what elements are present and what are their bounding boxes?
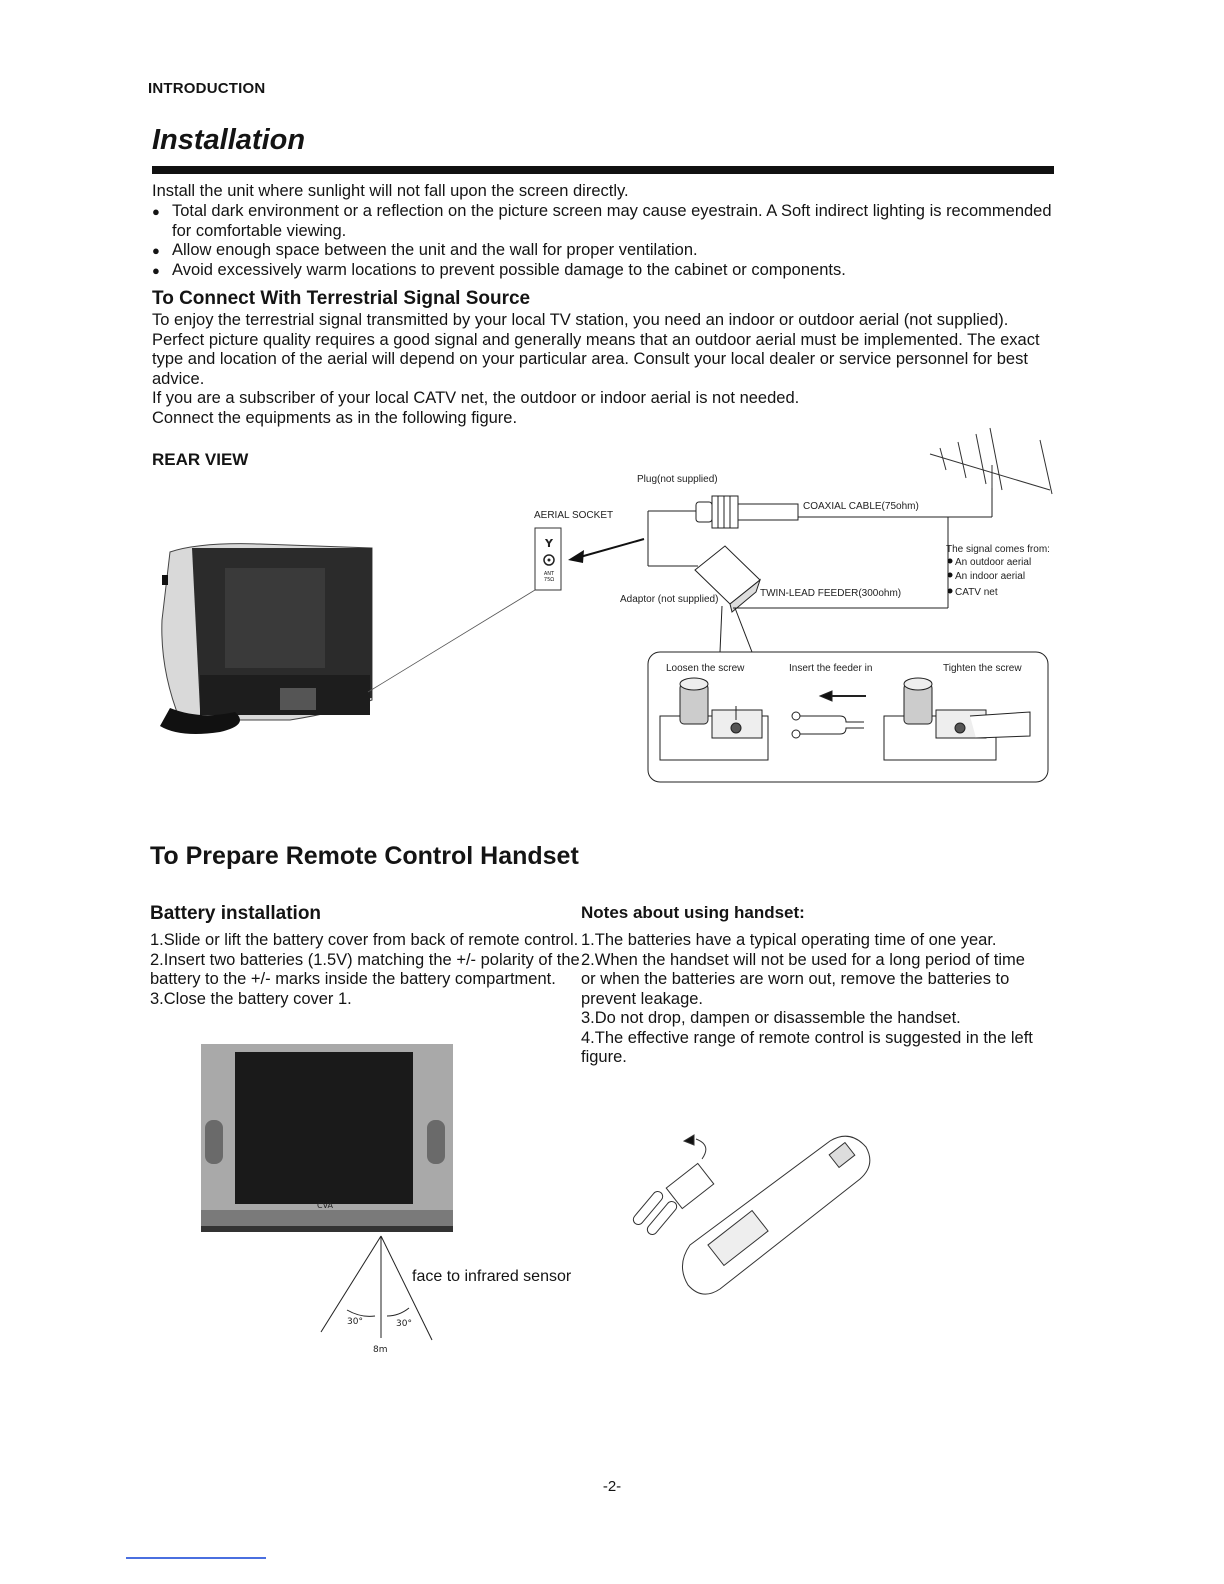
list-item: 1.Slide or lift the battery cover from back of remote control.: [150, 931, 579, 949]
twin-lead-label: TWIN-LEAD FEEDER(300ohm): [760, 588, 902, 599]
svg-text:Y: Y: [545, 537, 553, 550]
distance-label: 8m: [373, 1345, 388, 1355]
angle-left-label: 30°: [347, 1317, 363, 1327]
installation-intro: Install the unit where sunlight will not fall upon the screen directly.: [152, 182, 629, 200]
battery-icon: [631, 1189, 678, 1236]
notes-list: [581, 931, 1041, 1068]
step-label: Loosen the screw: [666, 663, 745, 674]
terrestrial-text: If you are a subscriber of your local CATV net, the outdoor or indoor aerial is not needed.: [152, 389, 800, 407]
aerial-antenna-icon: [930, 428, 1052, 494]
title-rule: [152, 166, 1054, 174]
plug-label: Plug(not supplied): [637, 474, 718, 485]
signal-heading: The signal comes from:: [946, 544, 1050, 555]
remote-control-icon: [682, 1136, 869, 1294]
battery-steps: [150, 931, 580, 1009]
remote-heading: To Prepare Remote Control Handset: [150, 842, 579, 870]
list-item: ● Total dark environment or a reflection on the picture screen may cause eyestrain. A Soft indirect lighting is recommended for comfortable viewing.: [152, 202, 1057, 241]
aerial-socket-label: AERIAL SOCKET: [534, 510, 614, 521]
step-label: Insert the feeder in: [789, 663, 873, 674]
list-item: 1.The batteries have a typical operating time of one year.: [581, 931, 997, 949]
installation-bullets: [152, 202, 1057, 280]
signal-source: An outdoor aerial: [955, 557, 1032, 568]
rear-view-label: REAR VIEW: [152, 450, 249, 469]
list-item: ● Avoid excessively warm locations to prevent possible damage to the cabinet or components.: [152, 261, 1057, 281]
remote-battery-figure: [610, 1125, 890, 1305]
list-item: 4.The effective range of remote control is suggested in the left figure.: [581, 1028, 1033, 1066]
list-item: 2.When the handset will not be used for a long period of time or when the batteries are worn out, remove the batteries to prevent leakage.: [581, 950, 1025, 1008]
list-item: 3.Do not drop, dampen or disassemble the handset.: [581, 1009, 961, 1027]
page-title: Installation: [152, 124, 306, 156]
tv-brand-logo: CVA: [316, 1201, 334, 1210]
svg-text:75Ω: 75Ω: [543, 577, 555, 583]
terrestrial-text: Connect the equipments as in the following figure.: [152, 408, 518, 427]
battery-cover-icon: [666, 1135, 714, 1209]
adaptor-label: Adaptor (not supplied): [620, 594, 719, 605]
signal-source: An indoor aerial: [955, 571, 1026, 582]
terrestrial-paragraph: [152, 311, 1057, 428]
svg-text:ANT: ANT: [543, 571, 555, 577]
coaxial-plug-icon: [696, 496, 798, 528]
list-item: ● Allow enough space between the unit and the wall for proper ventilation.: [152, 241, 1057, 261]
connection-diagram: [140, 420, 1060, 800]
step-label: Tighten the screw: [943, 663, 1022, 674]
terrestrial-heading: To Connect With Terrestrial Signal Source: [152, 288, 531, 309]
bottom-divider: [126, 1557, 266, 1559]
tv-front-figure: [195, 1040, 465, 1370]
coaxial-label: COAXIAL CABLE(75ohm): [803, 501, 919, 512]
tv-rear-image: [160, 544, 372, 734]
terrestrial-text: To enjoy the terrestrial signal transmitted by your local TV station, you need an indoor or outdoor aerial (not supplied). Perfect picture quality requires a good signal and generally means that an outdoor aerial must be implemented. The exact type and location of the aerial will depend on your particular area. Consult your local dealer or service personnel for best advice.: [152, 311, 1040, 388]
battery-heading: Battery installation: [150, 903, 322, 924]
angle-right-label: 30°: [396, 1319, 412, 1329]
arrow-icon: [568, 550, 584, 563]
section-tag: INTRODUCTION: [148, 80, 266, 97]
list-item: 2.Insert two batteries (1.5V) matching the +/- polarity of the battery to the +/- marks inside the battery compartment.: [150, 950, 580, 988]
tv-front-image: [201, 1044, 453, 1232]
face-to-sensor-label: face to infrared sensor: [412, 1268, 572, 1285]
signal-source: CATV net: [955, 587, 998, 598]
page-number: -2-: [602, 1478, 622, 1495]
notes-heading: Notes about using handset:: [581, 903, 805, 922]
list-item: 3.Close the battery cover 1.: [150, 989, 352, 1008]
